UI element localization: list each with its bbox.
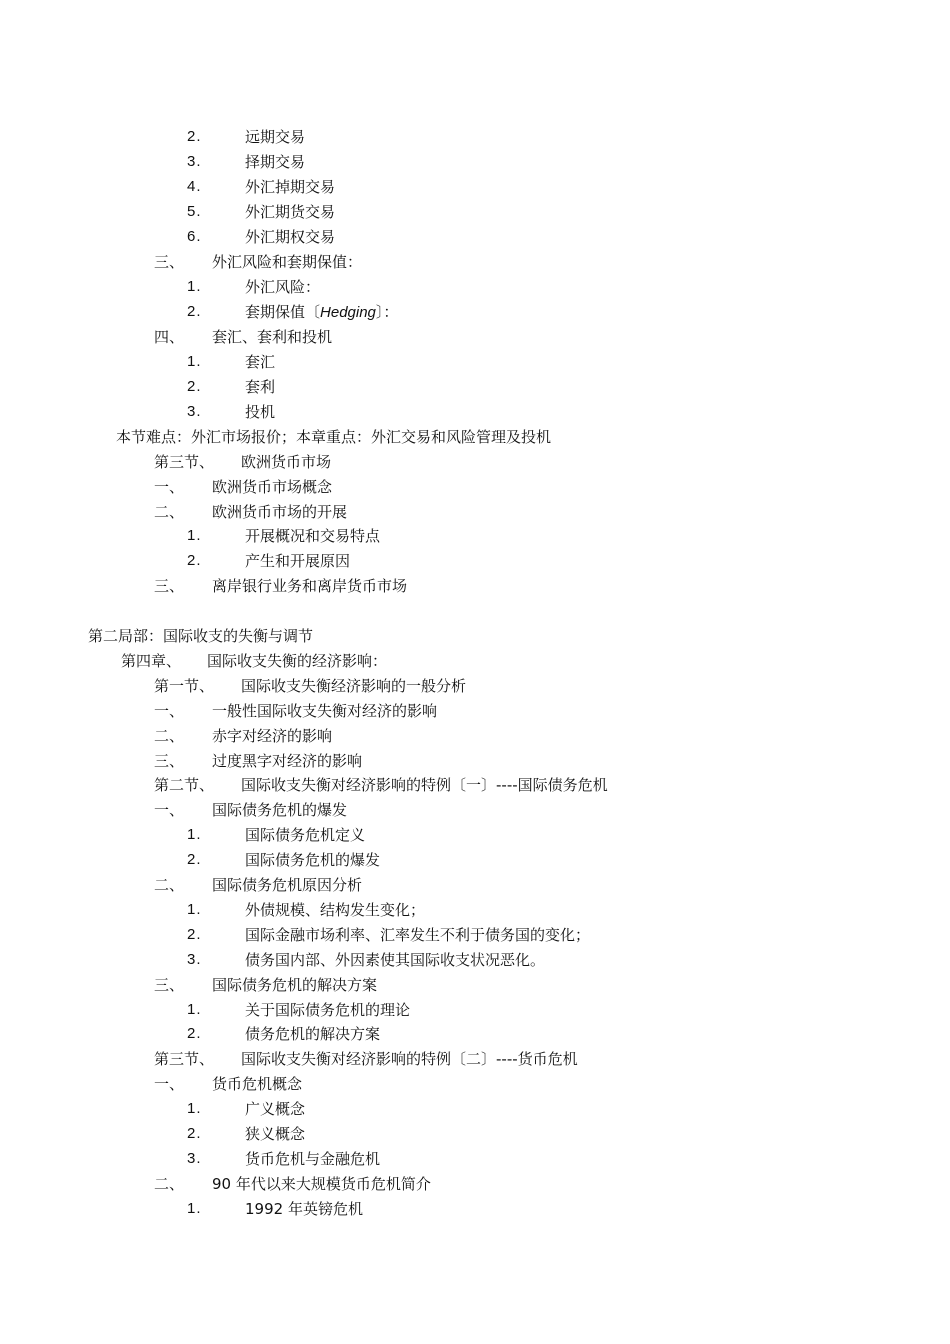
item-number: 2. [187, 1125, 202, 1142]
item-text: 离岸银行业务和离岸货币市场 [212, 577, 408, 595]
item-text: 狭义概念 [245, 1125, 306, 1143]
item-number: 一、 [154, 801, 185, 819]
item-text: 开展概况和交易特点 [245, 527, 381, 545]
item-text: 择期交易 [245, 153, 306, 171]
item-text: 投机 [245, 403, 276, 421]
item-number: 5. [187, 203, 202, 220]
item-number: 三、 [154, 253, 185, 271]
section-number: 第三节、 [154, 1050, 215, 1068]
item-text: 外汇风险： [245, 278, 321, 296]
item-text: 外汇掉期交易 [245, 178, 336, 196]
item-number: 4. [187, 178, 202, 195]
item-number: 1. [187, 278, 202, 295]
item-number: 3. [187, 1150, 202, 1167]
item-number: 二、 [154, 503, 185, 521]
item-text: 套汇、套利和投机 [212, 328, 333, 346]
item-text: 国际债务危机的解决方案 [212, 976, 378, 994]
item-text: 1992 年英镑危机 [245, 1200, 363, 1218]
section-title: 欧洲货币市场 [241, 453, 332, 471]
section-title: 国际收支失衡对经济影响的特例〔二〕----货币危机 [241, 1050, 578, 1068]
item-text: 债务国内部、外因素使其国际收支状况恶化。 [245, 951, 546, 969]
item-text-italic: Hedging [320, 304, 376, 321]
item-text: 90 年代以来大规模货币危机简介 [212, 1175, 431, 1193]
item-text: 欧洲货币市场的开展 [212, 503, 348, 521]
section-title: 国际收支失衡经济影响的一般分析 [241, 677, 467, 695]
item-number: 三、 [154, 752, 185, 770]
note-text: 本节难点：外汇市场报价；本章重点：外汇交易和风险管理及投机 [116, 428, 552, 446]
item-number: 2. [187, 1025, 202, 1042]
item-text [245, 300, 398, 325]
item-text: 一般性国际收支失衡对经济的影响 [212, 702, 438, 720]
item-text: 欧洲货币市场概念 [212, 478, 333, 496]
item-text: 货币危机概念 [212, 1075, 303, 1093]
item-number: 1. [187, 826, 202, 843]
item-text-post: 〕： [375, 303, 399, 321]
item-text: 套利 [245, 378, 276, 396]
item-number: 1. [187, 901, 202, 918]
item-text: 货币危机与金融危机 [245, 1150, 381, 1168]
section-title: 国际收支失衡对经济影响的特例〔一〕----国际债务危机 [241, 776, 608, 794]
item-number: 2. [187, 926, 202, 943]
item-number: 三、 [154, 577, 185, 595]
part-title: 第二局部：国际收支的失衡与调节 [88, 627, 314, 645]
chapter-number: 第四章、 [121, 652, 182, 670]
item-text: 国际债务危机定义 [245, 826, 366, 844]
item-text: 国际债务危机的爆发 [245, 851, 381, 869]
item-text: 过度黑字对经济的影响 [212, 752, 363, 770]
item-text: 赤字对经济的影响 [212, 727, 333, 745]
item-number: 三、 [154, 976, 185, 994]
item-number: 3. [187, 951, 202, 968]
section-number: 第三节、 [154, 453, 215, 471]
item-number: 一、 [154, 702, 185, 720]
item-text: 外债规模、结构发生变化； [245, 901, 426, 919]
item-number: 1. [187, 527, 202, 544]
item-text: 产生和开展原因 [245, 552, 351, 570]
item-text-pre: 套期保值〔 [245, 303, 321, 321]
item-number: 1. [187, 1001, 202, 1018]
item-text: 国际债务危机的爆发 [212, 801, 348, 819]
section-number: 第二节、 [154, 776, 215, 794]
item-text: 远期交易 [245, 128, 306, 146]
section-number: 第一节、 [154, 677, 215, 695]
item-number: 二、 [154, 876, 185, 894]
item-number: 四、 [154, 328, 185, 346]
item-number: 1. [187, 1200, 202, 1217]
item-text: 关于国际债务危机的理论 [245, 1001, 411, 1019]
item-text: 国际债务危机原因分析 [212, 876, 363, 894]
item-text: 外汇期权交易 [245, 228, 336, 246]
item-text: 套汇 [245, 353, 276, 371]
item-text: 外汇期货交易 [245, 203, 336, 221]
item-number: 一、 [154, 478, 185, 496]
chapter-title: 国际收支失衡的经济影响： [207, 652, 388, 670]
item-text: 债务危机的解决方案 [245, 1025, 381, 1043]
item-number: 6. [187, 228, 202, 245]
item-text: 国际金融市场利率、汇率发生不利于债务国的变化； [245, 926, 591, 944]
item-number: 一、 [154, 1075, 185, 1093]
item-number: 二、 [154, 727, 185, 745]
item-number: 2. [187, 128, 202, 145]
item-text: 广义概念 [245, 1100, 306, 1118]
item-number: 2. [187, 851, 202, 868]
item-number: 2. [187, 303, 202, 320]
item-number: 3. [187, 153, 202, 170]
item-text: 外汇风险和套期保值： [212, 253, 363, 271]
item-number: 1. [187, 1100, 202, 1117]
item-number: 2. [187, 378, 202, 395]
item-number: 二、 [154, 1175, 185, 1193]
item-number: 1. [187, 353, 202, 370]
item-number: 3. [187, 403, 202, 420]
item-number: 2. [187, 552, 202, 569]
